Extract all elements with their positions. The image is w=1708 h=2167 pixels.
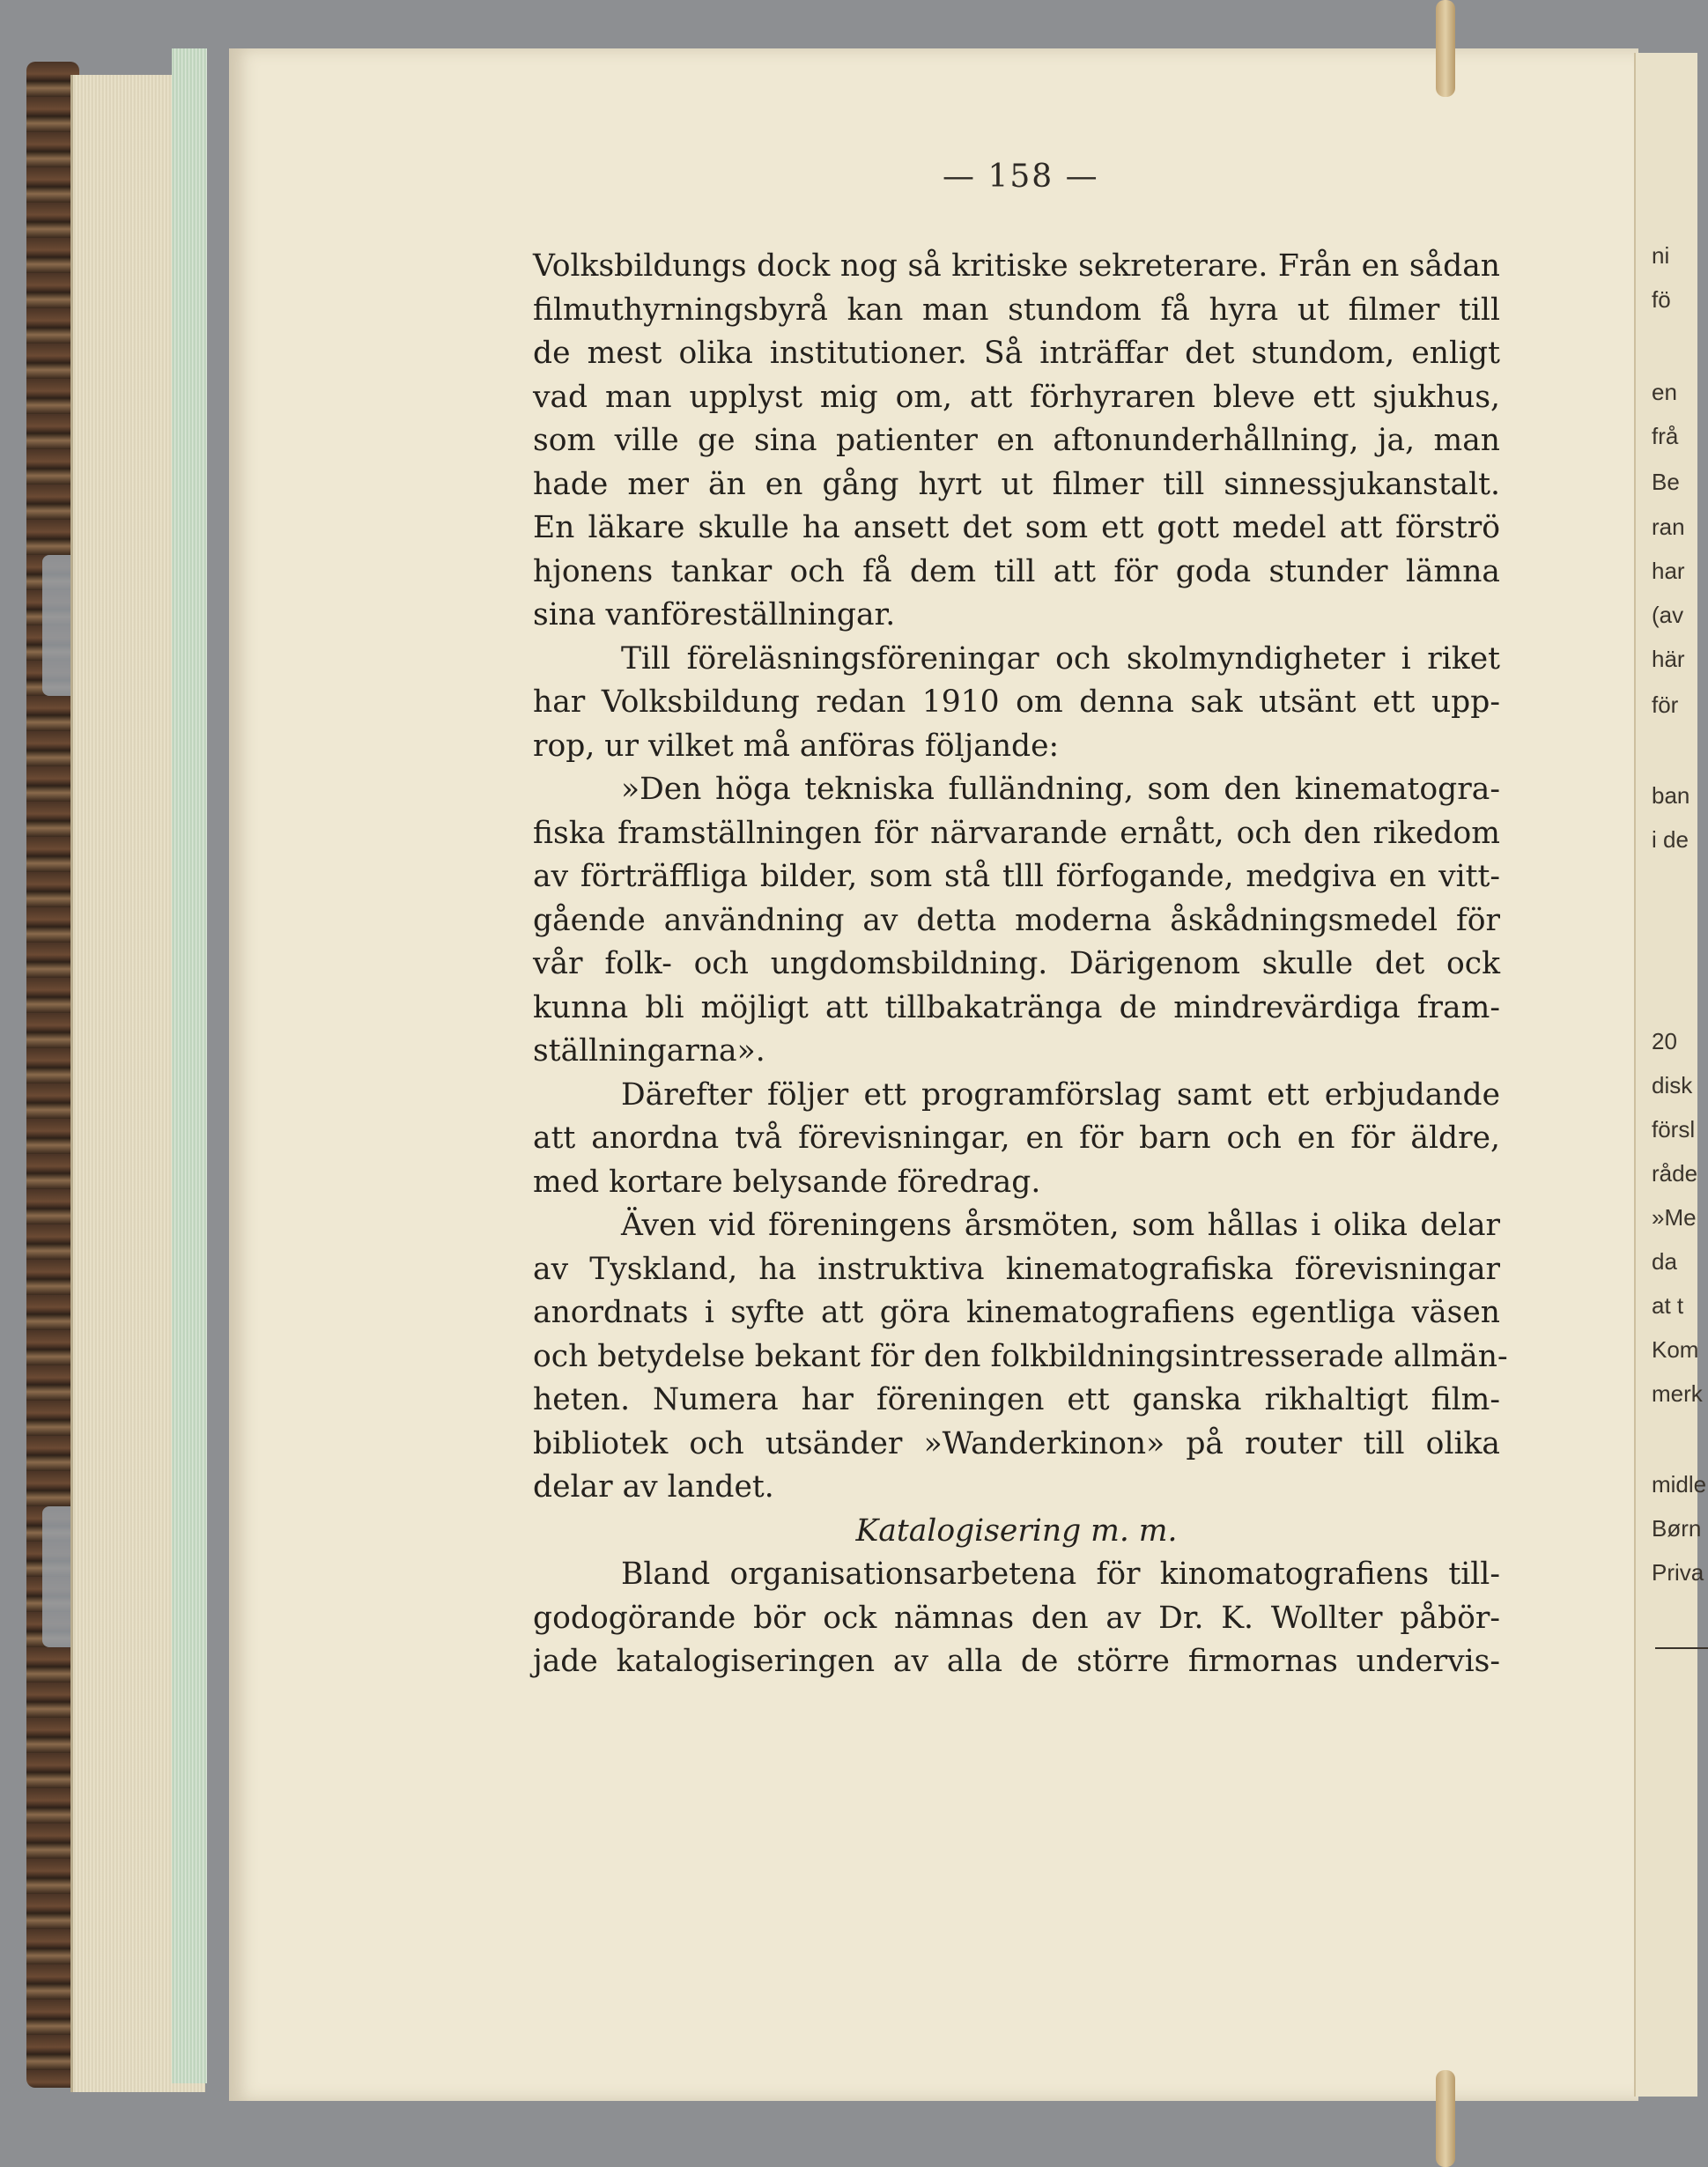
text-line: av Tyskland, ha instruktiva kinematografiska förevisningar xyxy=(533,1251,1500,1287)
adjacent-page-fragment: 20 xyxy=(1652,1028,1677,1054)
adjacent-page-rule xyxy=(1655,1647,1708,1649)
text-line: som ville ge sina patienter en aftonunderhållning, ja, man xyxy=(533,423,1500,458)
text-line: filmuthyrningsbyrå kan man stundom få hyra ut filmer till xyxy=(533,292,1500,328)
text-line: att anordna två förevisningar, en för barn och en för äldre, xyxy=(533,1120,1500,1156)
adjacent-page-fragment: Priva xyxy=(1652,1559,1704,1586)
text-line: bibliotek och utsänder »Wanderkinon» på router till olika xyxy=(533,1425,1500,1461)
text-line: hjonens tankar och få dem till att för goda stunder lämna xyxy=(533,553,1500,589)
text-line: med kortare belysande föredrag. xyxy=(533,1164,1041,1200)
adjacent-page-fragment: »Me xyxy=(1652,1204,1697,1231)
text-line: har Volksbildung redan 1910 om denna sak utsänt ett upp- xyxy=(533,684,1500,720)
adjacent-page-fragment: Be xyxy=(1652,469,1680,495)
adjacent-page-fragment: för xyxy=(1652,692,1679,718)
text-line: jade katalogiseringen av alla de större firmornas undervis- xyxy=(533,1644,1500,1679)
adjacent-page-fragment: ban xyxy=(1652,782,1690,809)
adjacent-page-fragment: Kom xyxy=(1652,1336,1699,1363)
text-line: kunna bli möjligt att tillbakatränga de mindrevärdiga fram- xyxy=(533,989,1500,1025)
adjacent-page-fragment: Børn xyxy=(1652,1515,1702,1542)
page-clip-top xyxy=(1436,0,1455,97)
text-line: delar av landet. xyxy=(533,1469,774,1505)
adjacent-page-fragment: har xyxy=(1652,558,1685,584)
text-line: »Den höga tekniska fulländning, som den kinematogra- xyxy=(621,772,1500,807)
text-line: ställningarna». xyxy=(533,1033,765,1069)
adjacent-page-fragment: försl xyxy=(1652,1116,1696,1143)
text-line: Volksbildungs dock nog så kritiske sekreterare. Från en sådan xyxy=(533,248,1500,284)
adjacent-page xyxy=(1634,53,1707,2097)
text-line: heten. Numera har föreningen ett ganska rikhaltigt film- xyxy=(533,1382,1500,1417)
text-line: sina vanföreställningar. xyxy=(533,597,896,632)
text-line: hade mer än en gång hyrt ut filmer till sinnessjukanstalt. xyxy=(533,466,1500,502)
text-line: godogörande bör ock nämnas den av Dr. K. Wollter påbör- xyxy=(533,1600,1500,1636)
page-number: — 158 — xyxy=(943,159,1099,195)
adjacent-page-fragment: at t xyxy=(1652,1292,1684,1319)
text-line: vår folk- och ungdomsbildning. Därigenom skulle det ock xyxy=(533,946,1500,981)
page-clip-bottom xyxy=(1436,2070,1455,2167)
adjacent-page-fragment: i de xyxy=(1652,826,1689,853)
adjacent-page-fragment: här xyxy=(1652,646,1685,672)
adjacent-page-fragment: en xyxy=(1652,379,1677,405)
adjacent-page-fragment: frå xyxy=(1652,423,1679,449)
text-line: fiska framställningen för närvarande ernått, och den rikedom xyxy=(533,815,1500,851)
text-line: rop, ur vilket må anföras följande: xyxy=(533,728,1060,764)
page-edges-green xyxy=(172,48,207,2083)
text-line: Därefter följer ett programförslag samt ett erbjudande xyxy=(621,1076,1500,1113)
adjacent-page-fragment: råde xyxy=(1652,1160,1698,1187)
body-text xyxy=(533,245,1508,1684)
text-line: vad man upplyst mig om, att förhyraren bleve ett sjukhus, xyxy=(533,379,1500,415)
section-heading: Katalogisering m. m. xyxy=(855,1512,1178,1549)
adjacent-page-fragment: (av xyxy=(1652,602,1684,628)
adjacent-page-fragment: da xyxy=(1652,1248,1677,1275)
text-line: de mest olika institutioner. Så inträffar det stundom, enligt xyxy=(533,336,1500,371)
text-line: gående användning av detta moderna åskådningsmedel för xyxy=(533,902,1500,938)
text-line: En läkare skulle ha ansett det som ett gott medel att förströ xyxy=(533,510,1500,545)
adjacent-page-fragment: merk xyxy=(1652,1380,1703,1407)
adjacent-page-fragment: ran xyxy=(1652,514,1685,540)
text-line: och betydelse bekant för den folkbildningsintresserade allmän- xyxy=(533,1338,1508,1374)
text-line: av förträffliga bilder, som stå tlll förfogande, medgiva en vitt- xyxy=(533,859,1500,894)
adjacent-page-fragment: ni xyxy=(1652,242,1670,269)
text-line: Till föreläsningsföreningar och skolmyndigheter i riket xyxy=(621,640,1500,677)
text-line: Även vid föreningens årsmöten, som hållas i olika delar xyxy=(621,1208,1500,1243)
text-line: anordnats i syfte att göra kinematografiens egentliga väsen xyxy=(533,1295,1500,1330)
adjacent-page-fragment: disk xyxy=(1652,1072,1693,1098)
adjacent-page-fragment: midle xyxy=(1652,1471,1707,1498)
adjacent-page-fragment: fö xyxy=(1652,286,1671,313)
text-line: Bland organisationsarbetena för kinomatografiens till- xyxy=(621,1557,1500,1592)
